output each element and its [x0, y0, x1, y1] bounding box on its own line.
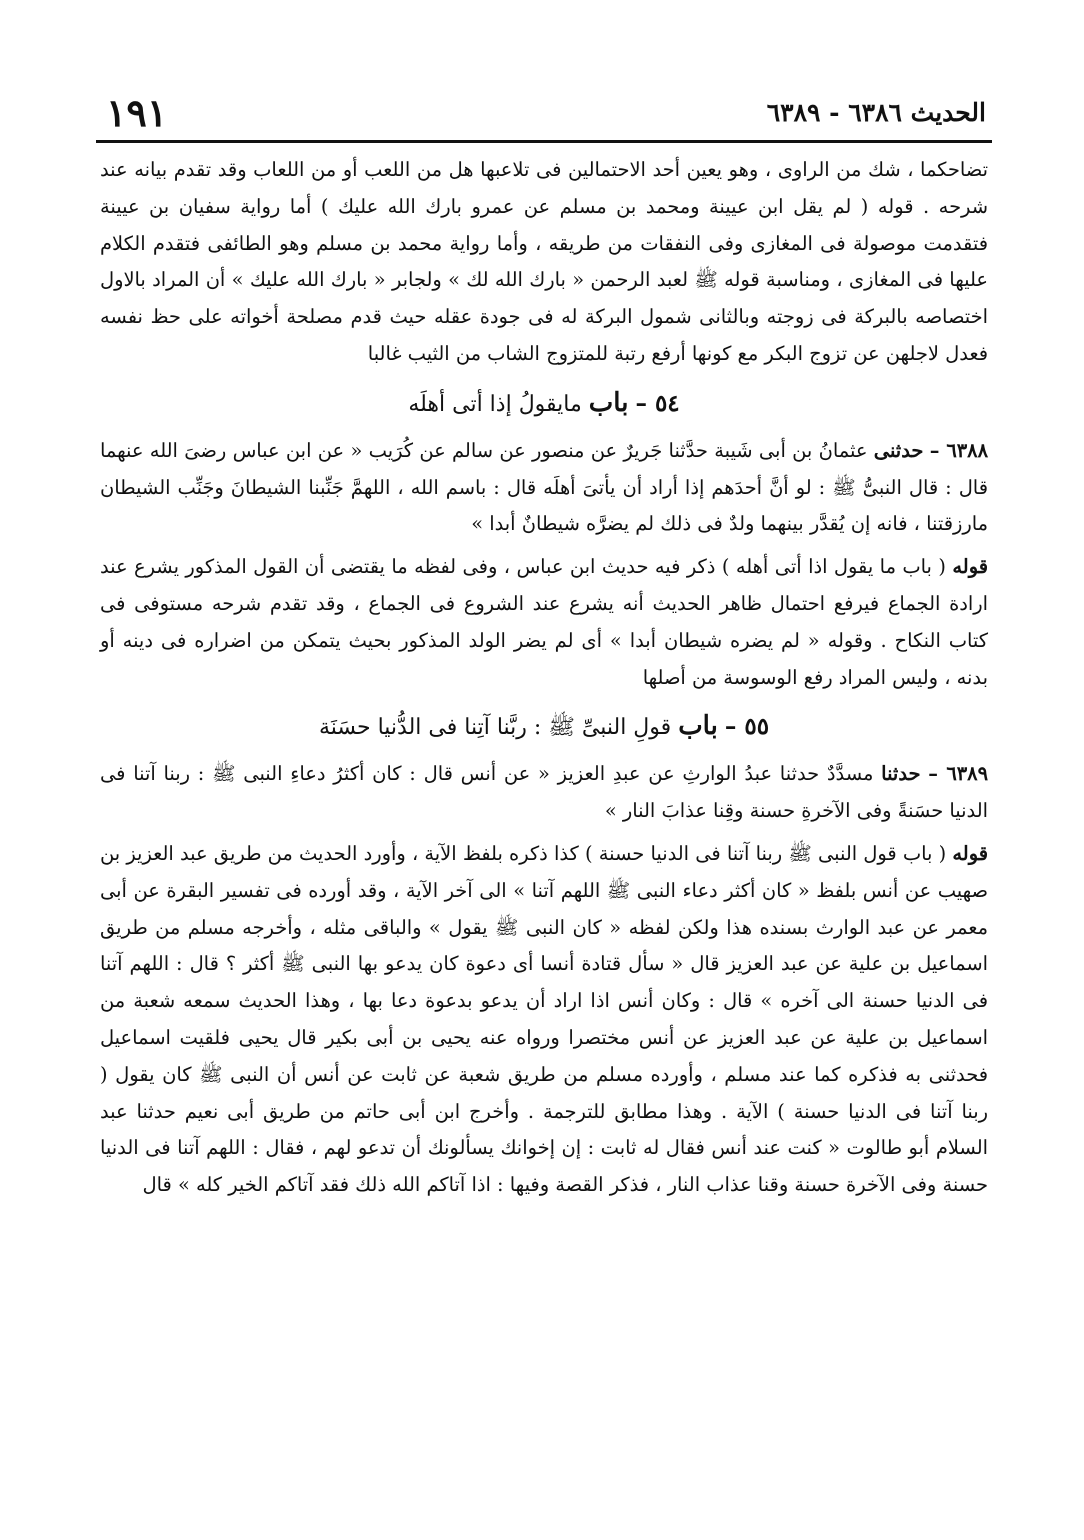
hadith-number: ٦٣٨٨ –	[929, 438, 989, 462]
page-body	[100, 152, 988, 1208]
chapter-label: باب	[588, 387, 629, 418]
hadith-text: مسدَّدٌ حدثنا عبدُ الوارثِ عن عبدِ العزيز « عن أنس قال : كان أكثرُ دعاءِ النبى ﷺ : ربنا آتنا فى الدنيا حسَنةً وفى الآخرةِ حسنة وقِنا عذابَ النار »	[100, 762, 988, 823]
running-title: الحديث ٦٣٨٦ - ٦٣٨٩	[766, 98, 986, 127]
page-header	[96, 88, 992, 138]
commentary-54	[100, 549, 988, 696]
intro-paragraph: تضاحكما ، شك من الراوى ، وهو يعين أحد الاحتمالين فى تلاعبها هل من اللعب أو من اللعاب وقد تقدم بيانه عند شرحه . قوله ( لم يقل ابن عيينة ومحمد بن مسلم عن عمرو بارك الله عليك ) أما رواية سفيان بن عيينة فتقدمت موصولة فى المغازى وفى النفقات من طريقه ، وأما رواية محمد بن مسلم وهو الطائفى فتقدم الكلام عليها فى المغازى ، ومناسبة قوله ﷺ لعبد الرحمن « بارك الله لك » ولجابر « بارك الله عليك » أن المراد بالاول اختصاصه بالبركة فى زوجته وبالثانى شمول البركة له فى جودة عقله حيث قدم مصلحة أخواته على حظ نفسه فعدل لاجلهن عن تزوج البكر مع كونها أرفع رتبة للمتزوج الشاب من الثيب غالبا	[100, 158, 988, 365]
chapter-heading-55	[100, 706, 988, 748]
header-rule	[96, 140, 992, 143]
hadith-keyword: حدثنا	[881, 762, 921, 786]
commentary-text: ( باب قول النبى ﷺ ربنا آتنا فى الدنيا حسنة ) كذا ذكره بلفظ الآية ، وأورد الحديث من طريق عبد العزيز بن صهيب عن أنس بلفظ « كان أكثر دعاء النبى ﷺ اللهم آتنا » الى آخر الآية ، وقد أورده فى تفسير البقرة عن أبى معمر عن عبد الوارث بسنده هذا ولكن لفظه « كان النبى ﷺ يقول » والباقى مثله ، وأخرجه مسلم من طريق اسماعيل بن علية عن عبد العزيز قال « سأل قتادة أنسا أى دعوة كان يدعو بها النبى ﷺ أكثر ؟ قال : اللهم آتنا فى الدنيا حسنة الى آخره » قال : وكان أنس اذا اراد أن يدعو بدعوة دعا بها ، وهذا الحديث سمعه شعبة من اسماعيل بن علية عن عبد العزيز عن أنس مختصرا ورواه عنه يحيى بن أبى بكير قال يحيى فلقيت اسماعيل فحدثنى به فذكره كما عند مسلم ، وأورده مسلم من طريق شعبة عن ثابت عن أنس أن النبى ﷺ كان يقول ( ربنا آتنا فى الدنيا حسنة ) الآية . وهذا مطابق للترجمة . وأخرج ابن أبى حاتم من طريق أبى نعيم حدثنا عبد السلام أبو طالوت « كنت عند أنس فقال له ثابت : إن إخوانك يسألونك أن تدعو لهم ، فقال : اللهم آتنا فى الدنيا حسنة وفى الآخرة حسنة وقنا عذاب النار ، فذكر القصة وفيها : اذا آتاكم الله ذلك فقد آتاكم الخير كله » قال	[100, 841, 988, 1197]
chapter-number: ٥٥ –	[724, 713, 770, 741]
hadith-number: ٦٣٨٩ –	[928, 762, 989, 786]
commentary-keyword: قوله	[952, 555, 988, 579]
commentary-55	[100, 836, 988, 1204]
chapter-title: قولِ النبىِّ ﷺ : ربَّنا آتِنا فى الدُّنيا حسَنَة	[318, 715, 672, 741]
hadith-text: عثمانُ بن أبى شَيبة حدَّثنا جَريرٌ عن منصور عن سالم عن كُرَيب « عن ابن عباس رضىَ الله عنهما قال : قال النبىُّ ﷺ : لو أنَّ أحدَهم إذا أراد أن يأتىَ أهلَه قال : باسم الله ، اللهمَّ جَنِّبنا الشيطانَ وجَنِّب الشيطان مارزقتنا ، فانه إن يُقدَّر بينهما ولدٌ فى ذلك لم يضرَّه شيطانٌ أبدا »	[100, 438, 988, 536]
page-number: ١٩١	[106, 90, 168, 135]
chapter-label: باب	[678, 711, 718, 742]
chapter-title: مايقولُ إذا أتى أهلَه	[408, 391, 582, 417]
commentary-keyword: قوله	[952, 841, 988, 865]
commentary-text: ( باب ما يقول اذا أتى أهله ) ذكر فيه حديث ابن عباس ، وفى لفظه ما يقتضى أن القول المذكور يشرع عند ارادة الجماع فيرفع احتمال ظاهر الحديث أنه يشرع عند الشروع فى الجماع ، وقد تقدم شرحه مستوفى فى كتاب النكاح . وقوله « لم يضره شيطان أبدا » أى لم يضر الولد المذكور بحيث يتمكن من اضراره فى دينه أو بدنه ، وليس المراد رفع الوسوسة من أصلها	[100, 555, 988, 689]
chapter-number: ٥٤ –	[635, 389, 680, 417]
chapter-heading-54	[100, 383, 988, 425]
hadith-keyword: حدثنى	[873, 438, 924, 462]
hadith-6389	[100, 756, 988, 830]
hadith-6388	[100, 433, 988, 543]
